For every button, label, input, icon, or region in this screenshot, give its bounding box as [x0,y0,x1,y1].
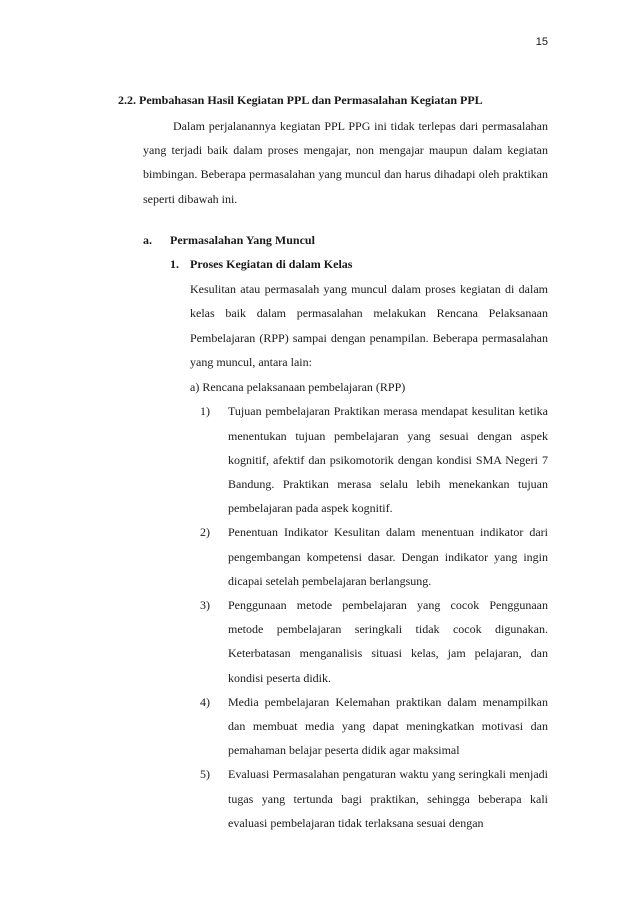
list-item [118,399,548,520]
subsection-marker: a. [143,232,152,247]
list-item-text: Media pembelajaran Kelemahan praktikan dalam menampilkan dan membuat media yang dapat meningkatkan motivasi dan pemahaman belajar peserta didik agar maksimal [228,694,548,758]
list-item-number: 3) [200,597,210,612]
list-item [118,593,548,690]
intro-paragraph: Dalam perjalanannya kegiatan PPL PPG ini tidak terlepas dari permasalahan yang terjadi baik dalam proses mengajar, non mengajar maupun dalam kegiatan bimbingan. Beberapa permasalahan yang muncul dan harus dihadapi oleh praktikan seperti dibawah ini. [143,119,548,206]
list-item-text: Evaluasi Permasalahan pengaturan waktu yang seringkali menjadi tugas yang tertunda bagi praktikan, sehingga beberapa kali evaluasi pembelajaran tidak terlaksana sesuai dengan [228,767,548,830]
subsection-title: Permasalahan Yang Muncul [170,232,315,247]
subsection-heading-a [118,228,548,253]
list-item-number: 5) [200,767,210,782]
problem-list [118,399,548,835]
list-item [118,520,548,593]
subsection-number: 1. [170,257,179,272]
document-body [118,86,548,835]
list-item-number: 2) [200,525,210,540]
list-item-number: 4) [200,694,210,709]
list-item [118,762,548,835]
point-a-heading: a) Rencana pelaksanaan pembelajaran (RPP) [190,379,406,394]
list-item-text: Tujuan pembelajaran Praktikan merasa mendapat kesulitan ketika menentukan tujuan pembelajaran yang sesuai dengan aspek kognitif, afektif dan psikomotorik dengan kondisi SMA Negeri 7 Bandung. Praktikan merasa selalu lebih menekankan tujuan pembelajaran pada aspek kognitif. [228,404,548,516]
list-item-number: 1) [200,404,210,419]
list-item-text: Penggunaan metode pembelajaran yang cocok Penggunaan metode pembelajaran seringkali tidak cocok digunakan. Keterbatasan menganalisis situasi kelas, jam pelajaran, dan kondisi peserta didik. [228,597,548,685]
page-number: 15 [535,36,548,48]
subsection-heading-1 [118,252,548,277]
list-item [118,690,548,763]
subsection-1-body: Kesulitan atau permasalah yang muncul dalam proses kegiatan di dalam kelas baik dalam permasalahan melakukan Rencana Pelaksanaan Pembelajaran (RPP) sampai dengan penampilan. Beberapa permasalahan yang muncul, antara lain: [190,281,548,370]
subsection-1-title: Proses Kegiatan di dalam Kelas [190,257,353,272]
list-item-text: Penentuan Indikator Kesulitan dalam menentuan indikator dari pengembangan kompetensi dasar. Dengan indikator yang ingin dicapai setelah pembelajaran berlangsung. [228,525,548,588]
section-title: 2.2. Pembahasan Hasil Kegiatan PPL dan Permasalahan Kegiatan PPL [118,93,483,107]
